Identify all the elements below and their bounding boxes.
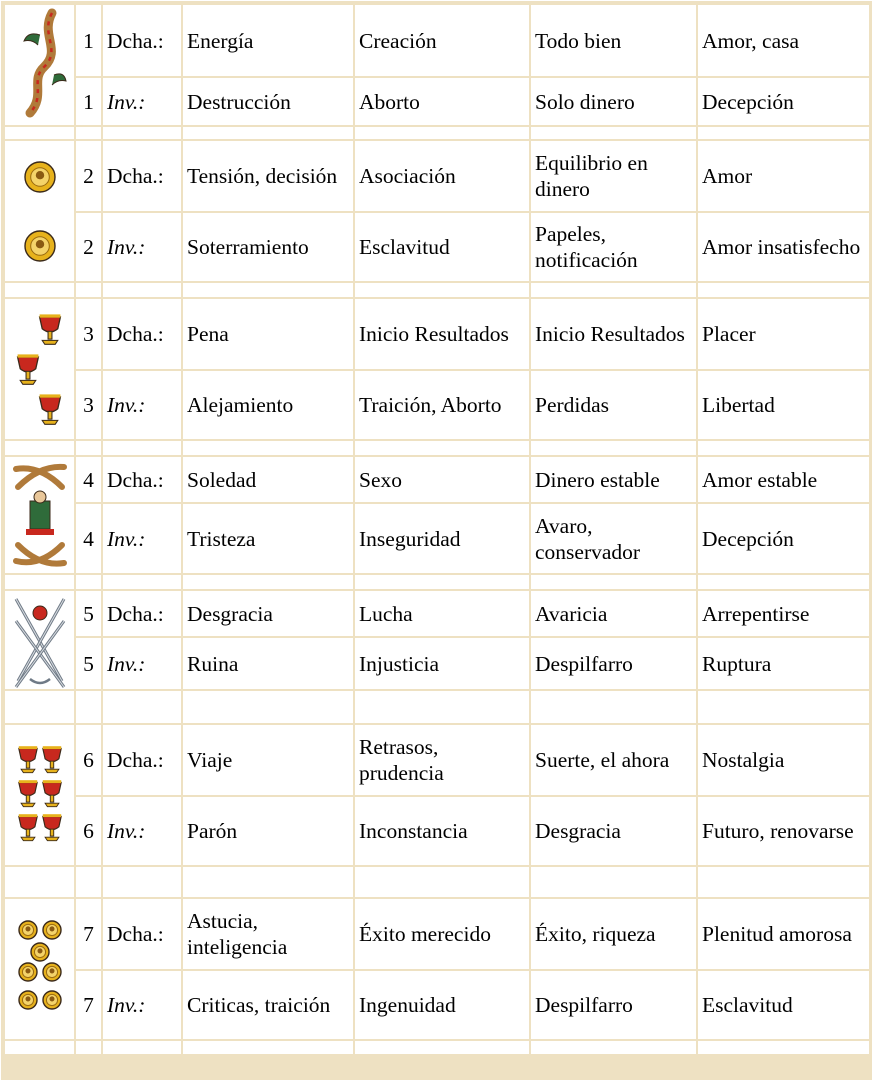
- empty-cell: [76, 127, 101, 139]
- meaning-second: Creación: [355, 5, 529, 76]
- empty-cell: [5, 127, 74, 139]
- meaning-love: Amor, casa: [698, 5, 869, 76]
- orientation-upright: Dcha.:: [103, 457, 181, 502]
- card-number: 7: [76, 899, 101, 969]
- meaning-money: Éxito, riqueza: [531, 899, 696, 969]
- table-row-inverted: [5, 371, 869, 439]
- table-row-upright: [5, 591, 869, 636]
- empty-cell: [103, 1041, 181, 1054]
- meaning-general: Parón: [183, 797, 353, 865]
- empty-cell: [355, 441, 529, 455]
- spacer-row: [5, 283, 869, 297]
- card-number: 5: [76, 591, 101, 636]
- meaning-general: Tensión, decisión: [183, 141, 353, 211]
- meaning-second: Injusticia: [355, 638, 529, 689]
- empty-cell: [76, 1041, 101, 1054]
- orientation-inverted: Inv.:: [103, 371, 181, 439]
- empty-cell: [76, 575, 101, 589]
- orientation-inverted: Inv.:: [103, 78, 181, 125]
- meaning-general: Pena: [183, 299, 353, 369]
- empty-cell: [698, 441, 869, 455]
- meaning-love: Amor insatisfecho: [698, 213, 869, 281]
- card-image-cell: [5, 899, 74, 1039]
- table-row-upright: [5, 725, 869, 795]
- spacer-row: [5, 127, 869, 139]
- meaning-general: Energía: [183, 5, 353, 76]
- empty-cell: [183, 575, 353, 589]
- card-image-cell: [5, 299, 74, 439]
- empty-cell: [103, 441, 181, 455]
- card-meanings-table: [3, 3, 871, 1056]
- empty-cell: [355, 691, 529, 723]
- meaning-second: Traición, Aborto: [355, 371, 529, 439]
- empty-cell: [531, 867, 696, 897]
- orientation-upright: Dcha.:: [103, 299, 181, 369]
- table-row-upright: [5, 141, 869, 211]
- empty-cell: [183, 867, 353, 897]
- five-of-swords-icon: [10, 591, 70, 689]
- empty-cell: [698, 691, 869, 723]
- empty-cell: [103, 691, 181, 723]
- meaning-second: Ingenuidad: [355, 971, 529, 1039]
- meaning-second: Esclavitud: [355, 213, 529, 281]
- card-number: 2: [76, 141, 101, 211]
- meaning-second: Inconstancia: [355, 797, 529, 865]
- orientation-inverted: Inv.:: [103, 504, 181, 573]
- orientation-inverted: Inv.:: [103, 213, 181, 281]
- card-number: 3: [76, 299, 101, 369]
- orientation-upright: Dcha.:: [103, 141, 181, 211]
- meaning-money: Papeles, notificación: [531, 213, 696, 281]
- meaning-money: Solo dinero: [531, 78, 696, 125]
- meaning-money: Suerte, el ahora: [531, 725, 696, 795]
- card-number: 6: [76, 797, 101, 865]
- meaning-love: Futuro, renovarse: [698, 797, 869, 865]
- meaning-general: Astucia, inteligencia: [183, 899, 353, 969]
- table-row-inverted: [5, 213, 869, 281]
- meaning-love: Ruptura: [698, 638, 869, 689]
- empty-cell: [76, 441, 101, 455]
- empty-cell: [103, 867, 181, 897]
- empty-cell: [531, 441, 696, 455]
- spacer-row: [5, 575, 869, 589]
- orientation-inverted: Inv.:: [103, 638, 181, 689]
- meaning-second: Inseguridad: [355, 504, 529, 573]
- empty-cell: [698, 283, 869, 297]
- meaning-general: Viaje: [183, 725, 353, 795]
- meaning-money: Equilibrio en dinero: [531, 141, 696, 211]
- card-number: 6: [76, 725, 101, 795]
- orientation-inverted: Inv.:: [103, 971, 181, 1039]
- meaning-love: Nostalgia: [698, 725, 869, 795]
- meaning-general: Ruina: [183, 638, 353, 689]
- card-number: 4: [76, 457, 101, 502]
- empty-cell: [531, 127, 696, 139]
- card-number: 3: [76, 371, 101, 439]
- meaning-love: Amor estable: [698, 457, 869, 502]
- empty-cell: [183, 691, 353, 723]
- card-number: 7: [76, 971, 101, 1039]
- empty-cell: [531, 283, 696, 297]
- meaning-love: Plenitud amorosa: [698, 899, 869, 969]
- meaning-second: Asociación: [355, 141, 529, 211]
- empty-cell: [5, 1041, 74, 1054]
- empty-cell: [355, 127, 529, 139]
- empty-cell: [355, 867, 529, 897]
- table-row-upright: [5, 899, 869, 969]
- empty-cell: [5, 441, 74, 455]
- meaning-second: Aborto: [355, 78, 529, 125]
- meaning-second: Sexo: [355, 457, 529, 502]
- orientation-upright: Dcha.:: [103, 591, 181, 636]
- orientation-upright: Dcha.:: [103, 725, 181, 795]
- empty-cell: [183, 1041, 353, 1054]
- empty-cell: [531, 691, 696, 723]
- meaning-money: Desgracia: [531, 797, 696, 865]
- meaning-love: Placer: [698, 299, 869, 369]
- spacer-row: [5, 1041, 869, 1054]
- meaning-general: Soledad: [183, 457, 353, 502]
- meaning-general: Destrucción: [183, 78, 353, 125]
- meaning-general: Criticas, traición: [183, 971, 353, 1039]
- table-row-upright: [5, 5, 869, 76]
- card-number: 1: [76, 5, 101, 76]
- card-image-cell: [5, 725, 74, 865]
- empty-cell: [531, 575, 696, 589]
- empty-cell: [698, 575, 869, 589]
- card-number: 4: [76, 504, 101, 573]
- meaning-money: Dinero estable: [531, 457, 696, 502]
- empty-cell: [698, 1041, 869, 1054]
- meaning-general: Desgracia: [183, 591, 353, 636]
- spacer-row: [5, 441, 869, 455]
- empty-cell: [76, 283, 101, 297]
- table-row-inverted: [5, 797, 869, 865]
- empty-cell: [355, 283, 529, 297]
- meaning-second: Retrasos, prudencia: [355, 725, 529, 795]
- meaning-money: Avaricia: [531, 591, 696, 636]
- meaning-money: Despilfarro: [531, 638, 696, 689]
- orientation-upright: Dcha.:: [103, 899, 181, 969]
- orientation-upright: Dcha.:: [103, 5, 181, 76]
- empty-cell: [183, 283, 353, 297]
- meaning-money: Perdidas: [531, 371, 696, 439]
- meaning-second: Éxito merecido: [355, 899, 529, 969]
- empty-cell: [698, 867, 869, 897]
- meaning-money: Avaro, conservador: [531, 504, 696, 573]
- empty-cell: [531, 1041, 696, 1054]
- empty-cell: [5, 283, 74, 297]
- table-row-upright: [5, 299, 869, 369]
- seven-of-coins-icon: [10, 900, 70, 1039]
- meaning-money: Inicio Resultados: [531, 299, 696, 369]
- table-row-inverted: [5, 971, 869, 1039]
- meaning-general: Alejamiento: [183, 371, 353, 439]
- meaning-general: Tristeza: [183, 504, 353, 573]
- meaning-love: Esclavitud: [698, 971, 869, 1039]
- meaning-love: Libertad: [698, 371, 869, 439]
- ace-of-clubs-icon: [10, 5, 70, 125]
- orientation-inverted: Inv.:: [103, 797, 181, 865]
- four-of-clubs-icon: [10, 457, 70, 573]
- meaning-love: Decepción: [698, 504, 869, 573]
- spacer-row: [5, 691, 869, 723]
- six-of-cups-icon: [10, 726, 70, 865]
- card-number: 2: [76, 213, 101, 281]
- empty-cell: [5, 691, 74, 723]
- meaning-second: Inicio Resultados: [355, 299, 529, 369]
- table-row-upright: [5, 457, 869, 502]
- card-image-cell: [5, 591, 74, 689]
- table-row-inverted: [5, 638, 869, 689]
- meaning-love: Decepción: [698, 78, 869, 125]
- empty-cell: [103, 575, 181, 589]
- table-row-inverted: [5, 78, 869, 125]
- meaning-general: Soterramiento: [183, 213, 353, 281]
- table-row-inverted: [5, 504, 869, 573]
- meaning-money: Despilfarro: [531, 971, 696, 1039]
- meaning-love: Arrepentirse: [698, 591, 869, 636]
- empty-cell: [5, 867, 74, 897]
- empty-cell: [355, 1041, 529, 1054]
- spacer-row: [5, 867, 869, 897]
- card-image-cell: [5, 5, 74, 125]
- empty-cell: [103, 127, 181, 139]
- meaning-money: Todo bien: [531, 5, 696, 76]
- card-image-cell: [5, 457, 74, 573]
- empty-cell: [76, 867, 101, 897]
- card-number: 1: [76, 78, 101, 125]
- empty-cell: [76, 691, 101, 723]
- empty-cell: [103, 283, 181, 297]
- meaning-love: Amor: [698, 141, 869, 211]
- meaning-second: Lucha: [355, 591, 529, 636]
- empty-cell: [5, 575, 74, 589]
- empty-cell: [698, 127, 869, 139]
- two-of-coins-icon: [10, 142, 70, 281]
- card-number: 5: [76, 638, 101, 689]
- card-image-cell: [5, 141, 74, 281]
- empty-cell: [183, 127, 353, 139]
- empty-cell: [355, 575, 529, 589]
- empty-cell: [183, 441, 353, 455]
- three-of-cups-icon: [10, 300, 70, 439]
